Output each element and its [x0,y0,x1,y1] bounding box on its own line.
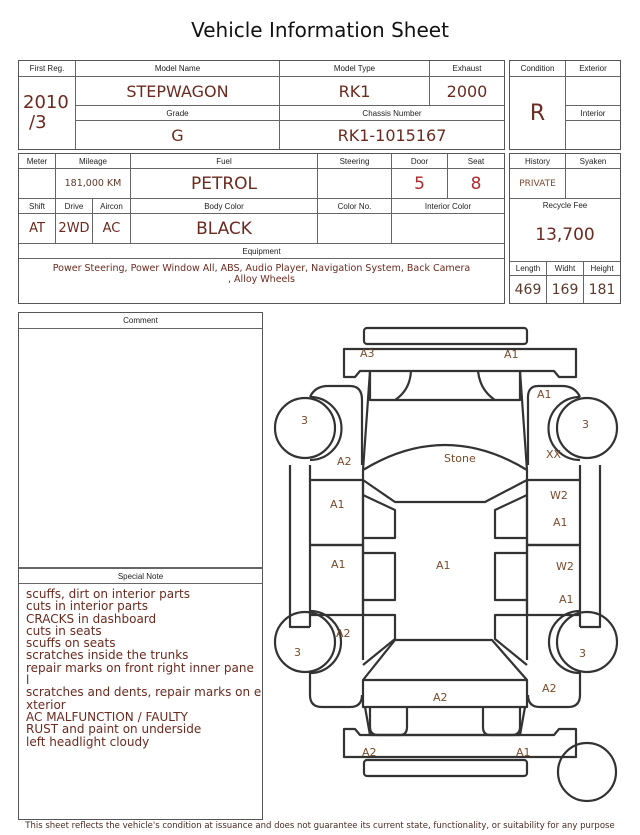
rear-right-tire-arc [549,611,580,673]
color-no-label-cell [318,199,392,214]
comment-label: Comment [123,316,158,325]
width-label-cell [547,262,584,276]
model-name-value-cell [76,77,280,106]
chassis-value-cell [280,121,504,149]
special-note-line: cuts in interior parts [26,599,148,614]
rear-step-outline [364,760,527,776]
mark-left-rear-quarter: A2 [336,627,351,640]
equipment-line-2: , Alloy Wheels [228,274,295,285]
mark-front-right-tire: 3 [582,418,589,431]
grade-value-cell [76,121,280,149]
left-front-door [310,480,363,545]
hood-headlight-left [395,371,411,400]
steering-label: Steering [339,156,370,166]
exhaust-value: 2000 [446,81,488,101]
exterior-value-cell [566,77,620,106]
mileage-label: Mileage [78,156,107,166]
color-no-label: Color No. [337,201,372,211]
model-name-label-cell [76,61,280,77]
chassis-label-cell [280,106,504,121]
car-damage-diagram [270,315,635,820]
disclaimer-footer: This sheet reflects the vehicle's condition at issuance and does not guarantee its current state, functionality, or suitability for any purpose [25,821,615,831]
first-reg-label: First Reg. [29,64,65,73]
right-front-window [495,495,527,538]
special-note-line: scratches and dents, repair marks on e [26,685,262,700]
shift-label-cell [19,199,56,214]
equipment-line-1: Power Steering, Power Window All, ABS, Audio Player, Navigation System, Back Camera [52,263,471,274]
history-value: PRIVATE [519,178,556,189]
model-name-value: STEPWAGON [126,81,229,101]
comment-body [19,329,262,568]
seat-label: Seat [467,156,485,166]
exterior-label: Exterior [579,64,607,73]
interior-value-cell [566,121,620,149]
special-note-line: l [26,673,30,688]
fuel-label-cell [131,154,318,169]
special-note-line: RUST and paint on underside [26,722,202,737]
interior-color-value-cell [392,214,504,244]
mileage-value-cell [56,169,131,199]
first-reg-label-cell [19,61,76,77]
left-sill [290,465,310,627]
history-table [509,153,621,304]
roof-front-edge [363,480,527,502]
chassis-value: RK1-1015167 [337,125,447,145]
model-type-value: RK1 [338,81,371,101]
exterior-label-cell [566,61,620,77]
rear-lamp-right [483,707,520,735]
shift-label: Shift [28,201,45,211]
right-rear-window [495,553,527,600]
body-color-label: Body Color [204,201,244,211]
shift-value: AT [29,221,45,236]
hood-outline [370,371,520,400]
model-name-label: Model Name [154,64,201,73]
equipment-label: Equipment [242,246,281,256]
special-note-line: cuts in seats [26,623,102,638]
special-note-line: xterior [26,697,66,712]
history-label: History [525,156,550,166]
interior-color-label-cell [392,199,504,214]
length-label: Length [515,264,541,273]
mark-left-front-door: A1 [330,498,345,511]
first-reg-year: 2010 [23,92,69,113]
recycle-fee-cell [510,199,620,262]
interior-label: Interior [580,108,606,118]
rear-bumper-outline [344,729,576,757]
equipment-label-cell [19,244,504,259]
hood-headlight-right [478,371,495,400]
mark-rear-gate: A2 [433,691,448,704]
drive-label-cell [56,199,93,214]
steering-value-cell [318,169,392,199]
right-quarter-window [495,615,527,665]
exhaust-value-cell [430,77,504,106]
interior-label-cell [566,106,620,121]
condition-label: Condition [520,64,555,73]
height-value: 181 [588,281,616,298]
syaken-label: Syaken [579,156,607,166]
grade-label-cell [76,106,280,121]
mark-front-left-fender: A2 [337,455,352,468]
first-reg-month: /3 [29,112,47,133]
length-value-cell [510,276,547,303]
body-color-value-cell [131,214,318,244]
front-bumper-outline [344,349,576,377]
first-reg-value-cell [19,77,76,149]
fuel-label: Fuel [216,156,232,166]
chassis-label: Chassis Number [362,108,422,118]
left-rear-door [310,545,363,615]
right-sill [580,465,600,627]
steering-label-cell [318,154,392,169]
mileage-value: 181,000 KM [64,178,122,189]
meter-label: Meter [26,156,48,166]
model-type-value-cell [280,77,430,106]
mark-right-front-door-1: W2 [550,489,568,502]
condition-value: R [529,100,546,126]
special-note-line: AC MALFUNCTION / FAULTY [26,709,188,724]
mark-front-fender-right: A1 [537,388,552,401]
length-label-cell [510,262,547,276]
body-right-side-front [520,371,527,470]
special-note-line: CRACKS in dashboard [26,611,157,626]
seat-label-cell [448,154,504,169]
left-quarter-window [363,615,395,665]
door-value-cell [392,169,448,199]
specs-table [18,153,505,304]
model-type-label: Model Type [333,64,376,73]
rear-panel [365,707,525,735]
mark-front-bumper-left: A3 [360,347,375,360]
mark-right-front-door-2: A1 [553,516,568,529]
mark-front-left-tire: 3 [301,414,308,427]
fuel-value-cell [131,169,318,199]
recycle-fee-value: 13,700 [535,225,595,245]
history-value-cell [510,169,566,199]
rear-right-tire [557,612,617,672]
mark-rear-left-tire: 3 [294,646,301,659]
comment-panel [18,312,263,820]
special-note-line: left headlight cloudy [26,734,150,749]
page-title: Vehicle Information Sheet [191,18,449,42]
recycle-fee-label: Recycle Fee [542,201,588,210]
special-note-line: scuffs, dirt on interior parts [26,587,191,601]
body-color-label-cell [131,199,318,214]
mark-front-bumper-right: A1 [504,348,519,361]
model-type-label-cell [280,61,430,77]
mark-roof: A1 [436,559,451,572]
body-left-side-front [363,371,370,470]
grade-value: G [171,125,184,145]
mark-right-rear-door-1: W2 [556,560,574,573]
front-spoiler-outline [364,328,527,344]
syaken-label-cell [566,154,620,169]
body-color-value: BLACK [196,218,252,239]
mark-rear-right-tire: 3 [579,647,586,660]
special-note-line: scratches inside the trunks [26,648,189,663]
mark-front-right-fender: XX [546,448,562,461]
exhaust-label: Exhaust [452,64,482,73]
exhaust-label-cell [430,61,504,77]
condition-value-cell [510,77,566,149]
damage-marks [294,347,589,759]
mark-right-rear-quarter: A2 [542,682,557,695]
door-value: 5 [414,173,425,194]
spare-tire [558,743,616,801]
condition-table [509,60,621,150]
condition-label-cell [510,61,566,77]
fuel-value: PETROL [190,173,258,194]
rear-left-tire [275,612,335,672]
drive-value: 2WD [58,221,90,236]
special-note-body [19,568,262,819]
interior-color-label: Interior Color [424,201,472,211]
height-label-cell [584,262,620,276]
drive-value-cell [56,214,93,244]
mark-rear-bumper-right: A1 [516,746,531,759]
grade-label: Grade [166,108,189,118]
special-note-list [26,587,262,749]
rear-left-fender [310,672,362,707]
color-no-value-cell [318,214,392,244]
width-value: 169 [551,281,579,298]
header-table [18,60,505,150]
special-note-line: scuffs on seats [26,636,116,651]
syaken-value-cell [566,169,620,199]
shift-value-cell [19,214,56,244]
width-label: Widht [554,264,576,273]
width-value-cell [547,276,584,303]
equipment-value-cell [19,259,504,303]
left-front-window [363,495,395,538]
height-label: Height [590,264,614,273]
mark-left-rear-door: A1 [331,558,346,571]
door-label-cell [392,154,448,169]
rear-lamp-left [370,707,407,735]
mark-rear-bumper-left: A2 [362,746,377,759]
aircon-value: AC [102,221,121,236]
drive-label: Drive [64,201,84,211]
special-note-label: Special Note [117,571,164,581]
special-note-line: repair marks on front right inner pane [26,660,254,675]
aircon-label-cell [93,199,131,214]
meter-value-cell [19,169,56,199]
left-rear-window [363,553,395,600]
door-label: Door [410,156,429,166]
front-left-tire [275,398,335,458]
history-label-cell [510,154,566,169]
aircon-label: Aircon [100,201,123,211]
mileage-label-cell [56,154,131,169]
equipment-list [24,263,499,285]
comment-label-cell [19,313,262,329]
length-value: 469 [514,281,542,298]
mark-windshield: Stone [444,452,476,465]
height-value-cell [584,276,620,303]
seat-value: 8 [470,173,482,194]
seat-value-cell [448,169,504,199]
aircon-value-cell [93,214,131,244]
mark-right-rear-door-2: A1 [559,593,574,606]
meter-label-cell [19,154,56,169]
